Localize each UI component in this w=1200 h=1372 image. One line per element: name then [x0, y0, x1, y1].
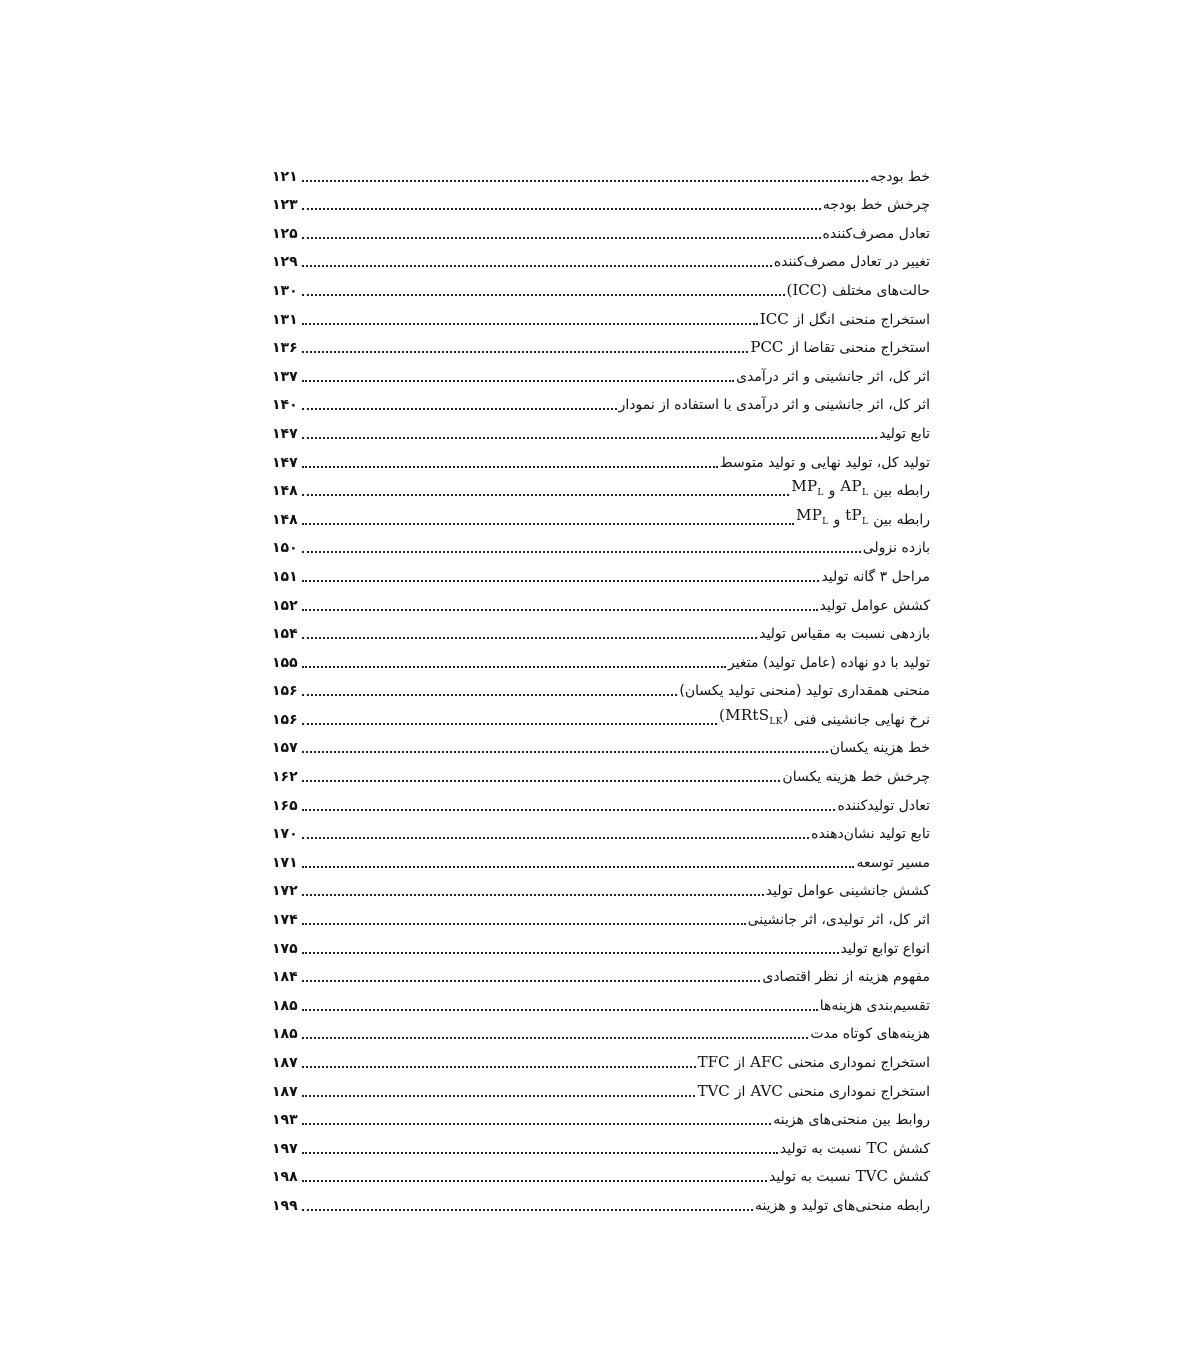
- math-symbol: [840, 479, 868, 498]
- toc-page-number: ۱۵۶: [272, 711, 298, 728]
- toc-entry-title: [679, 684, 930, 701]
- title-text: خط هزینه یکسان: [829, 740, 930, 757]
- toc-page-number: ۱۸۷: [272, 1083, 298, 1100]
- math-symbol-base: MP: [796, 505, 823, 524]
- toc-page-number: ۱۵۶: [272, 683, 298, 700]
- math-symbol-base: MP: [791, 477, 818, 496]
- table-of-contents: [272, 158, 930, 1216]
- toc-page-number: ۱۷۰: [272, 826, 298, 843]
- title-text: نسبت به تولید: [779, 1140, 862, 1157]
- title-text: تغییر در تعادل مصرف‌کننده: [773, 254, 930, 271]
- toc-entry[interactable]: [272, 587, 930, 616]
- dot-leader: [302, 380, 734, 382]
- toc-entry[interactable]: [272, 1044, 930, 1073]
- dot-leader: [302, 609, 818, 611]
- toc-entry-title: [736, 370, 930, 387]
- toc-page-number: ۱۴۷: [272, 454, 298, 471]
- toc-entry-title: [766, 884, 930, 901]
- toc-entry-title: [811, 827, 930, 844]
- dot-leader: [302, 1009, 818, 1011]
- toc-page-number: ۱۷۲: [272, 883, 298, 900]
- dot-leader: [302, 437, 877, 439]
- toc-entry-title: [750, 340, 930, 358]
- dot-leader: [302, 351, 748, 353]
- toc-page-number: ۱۲۹: [272, 254, 298, 271]
- dot-leader: [302, 265, 772, 267]
- title-text: تقسیم‌بندی هزینه‌ها: [819, 997, 930, 1014]
- title-text: تابع تولید نشان‌دهنده: [811, 826, 930, 843]
- toc-entry[interactable]: [272, 444, 930, 473]
- toc-entry[interactable]: [272, 873, 930, 902]
- toc-entry[interactable]: [272, 301, 930, 330]
- toc-entry[interactable]: [272, 701, 930, 730]
- toc-entry-title: [823, 198, 930, 215]
- title-text: رابطه بین: [873, 511, 930, 528]
- toc-entry-title: [879, 427, 930, 444]
- title-text: رابطه منحنی‌های تولید و هزینه: [754, 1197, 930, 1214]
- toc-entry[interactable]: [272, 330, 930, 359]
- toc-entry-title: [830, 741, 930, 758]
- toc-entry-title: [748, 913, 930, 930]
- math-symbol: [845, 505, 869, 527]
- toc-page-number: ۱۶۲: [272, 769, 298, 786]
- dot-leader: [302, 866, 854, 868]
- math-subscript: L: [817, 488, 824, 499]
- toc-entry[interactable]: [272, 473, 930, 502]
- toc-entry[interactable]: [272, 158, 930, 187]
- title-text: تعادل مصرف‌کننده: [822, 225, 930, 242]
- toc-entry[interactable]: [272, 187, 930, 216]
- dot-leader: [302, 1152, 778, 1154]
- title-text: رابطه بین: [873, 483, 930, 500]
- toc-entry-title: [728, 656, 930, 673]
- latin-term: ICC: [759, 309, 789, 328]
- title-text: بازدهی نسبت به مقیاس تولید: [759, 626, 930, 643]
- title-text: چرخش خط هزینه یکسان: [782, 769, 930, 786]
- math-symbol: [796, 505, 829, 527]
- toc-entry-title: [837, 799, 930, 816]
- toc-entry[interactable]: [272, 673, 930, 702]
- toc-entry[interactable]: [272, 1016, 930, 1045]
- toc-entry[interactable]: [272, 959, 930, 988]
- math-subscript: L: [822, 516, 829, 527]
- toc-page-number: ۱۳۱: [272, 311, 298, 328]
- toc-page-number: ۱۴۰: [272, 397, 298, 414]
- toc-entry[interactable]: [272, 644, 930, 673]
- toc-page-number: ۱۷۱: [272, 854, 298, 871]
- toc-entry-title: [863, 541, 930, 558]
- toc-entry-title: [769, 1169, 930, 1187]
- title-text: کشش: [892, 1169, 930, 1186]
- toc-entry[interactable]: [272, 272, 930, 301]
- toc-entry[interactable]: [272, 930, 930, 959]
- toc-page-number: ۱۲۳: [272, 197, 298, 214]
- dot-leader: [302, 666, 726, 668]
- title-text: کشش عوامل تولید: [819, 597, 930, 614]
- math-subscript: L: [861, 488, 869, 499]
- toc-entry-title: [759, 627, 930, 644]
- dot-leader: [302, 180, 868, 182]
- dot-leader: [302, 1037, 808, 1039]
- toc-entry[interactable]: [272, 1102, 930, 1131]
- toc-entry[interactable]: [272, 1073, 930, 1102]
- toc-entry[interactable]: [272, 244, 930, 273]
- title-text: و: [833, 511, 841, 528]
- toc-entry-title: [773, 1113, 930, 1130]
- title-text: اثر کل، اثر تولیدی، اثر جانشینی: [747, 912, 930, 929]
- dot-leader: [302, 780, 780, 782]
- toc-page-number: ۱۳۷: [272, 368, 298, 385]
- dot-leader: [302, 809, 835, 811]
- title-text: حالت‌های مختلف: [832, 282, 930, 299]
- math-symbol: [719, 705, 789, 727]
- dot-leader: [302, 723, 717, 725]
- toc-entry-title: [619, 398, 930, 415]
- toc-entry-title: [841, 942, 931, 959]
- toc-entry[interactable]: [272, 816, 930, 845]
- title-text: خط بودجه: [870, 168, 930, 185]
- toc-page-number: ۱۷۴: [272, 912, 298, 929]
- toc-page-number: ۱۷۵: [272, 940, 298, 957]
- toc-entry-title: [823, 227, 930, 244]
- toc-page-number: ۱۵۲: [272, 597, 298, 614]
- toc-entry-title: [782, 770, 930, 787]
- dot-leader: [302, 408, 617, 410]
- title-text: و: [828, 483, 836, 500]
- title-text: استخراج نموداری منحنی: [787, 1083, 930, 1100]
- toc-entry[interactable]: [272, 358, 930, 387]
- title-text: اثر کل، اثر جانشینی و اثر درآمدی با استفاده از نمودار: [618, 397, 930, 414]
- title-text: اثر کل، اثر جانشینی و اثر درآمدی: [736, 368, 930, 385]
- dot-leader: [302, 637, 757, 639]
- toc-entry-title: [762, 970, 930, 987]
- toc-page-number: ۱۴۸: [272, 511, 298, 528]
- toc-page-number: ۱۹۸: [272, 1169, 298, 1186]
- title-text: انواع توابع تولید: [840, 940, 930, 957]
- title-text: تولید با دو نهاده (عامل تولید) متغیر: [727, 654, 930, 671]
- toc-page-number: ۱۸۵: [272, 997, 298, 1014]
- toc-entry-title: [719, 705, 930, 730]
- title-text: مراحل ۳ گانه تولید: [821, 568, 930, 585]
- dot-leader: [302, 494, 789, 496]
- title-text: روابط بین منحنی‌های هزینه: [773, 1112, 930, 1129]
- title-text: تابع تولید: [879, 425, 930, 442]
- dot-leader: [302, 1066, 696, 1068]
- toc-entry[interactable]: [272, 501, 930, 530]
- toc-entry[interactable]: [272, 387, 930, 416]
- toc-page-number: ۱۹۹: [272, 1197, 298, 1214]
- toc-entry[interactable]: [272, 530, 930, 559]
- toc-entry-title: [698, 1055, 930, 1073]
- latin-term: AVC: [750, 1081, 783, 1100]
- toc-entry-title: [779, 1138, 930, 1159]
- latin-term: TFC: [697, 1053, 730, 1071]
- latin-term: TC: [866, 1138, 888, 1157]
- toc-entry[interactable]: [272, 616, 930, 645]
- dot-leader: [302, 952, 839, 954]
- toc-page-number: ۱۴۷: [272, 425, 298, 442]
- title-text: استخراج منحنی تقاضا از: [788, 340, 930, 357]
- title-text: از: [734, 1055, 746, 1071]
- dot-leader: [302, 1095, 695, 1097]
- dot-leader: [302, 580, 819, 582]
- title-text: منحنی همقداری تولید (منحنی تولید یکسان): [679, 683, 930, 700]
- toc-entry-title: [820, 999, 930, 1016]
- dot-leader: [302, 923, 746, 925]
- math-subscript: LK: [769, 716, 783, 727]
- title-text: کشش: [892, 1140, 930, 1157]
- toc-entry-title: [821, 570, 930, 587]
- toc-entry-title: [755, 1199, 930, 1216]
- title-text: استخراج منحنی انگل از: [793, 311, 930, 328]
- toc-entry-title: [759, 309, 930, 330]
- title-text: بازده نزولی: [862, 540, 930, 557]
- dot-leader: [302, 1209, 753, 1211]
- toc-page-number: ۱۹۷: [272, 1140, 298, 1157]
- title-text: استخراج نموداری منحنی: [787, 1055, 930, 1071]
- toc-entry-title: [720, 456, 930, 473]
- toc-page-number: ۱۵۱: [272, 568, 298, 585]
- toc-entry-title: [697, 1081, 930, 1102]
- toc-page-number: ۱۵۵: [272, 654, 298, 671]
- toc-entry[interactable]: [272, 730, 930, 759]
- latin-term: (ICC): [786, 280, 828, 299]
- toc-entry[interactable]: [272, 415, 930, 444]
- toc-entry-title: [820, 599, 930, 616]
- title-text: از: [734, 1083, 746, 1100]
- dot-leader: [302, 323, 758, 325]
- toc-entry-title: [796, 505, 930, 530]
- toc-entry-title: [774, 255, 930, 272]
- math-symbol: [791, 479, 823, 498]
- toc-entry-title: [810, 1027, 930, 1044]
- math-symbol-base: tP: [845, 505, 862, 524]
- toc-entry[interactable]: [272, 844, 930, 873]
- title-text: مسیر توسعه: [856, 854, 930, 871]
- toc-entry-title: [786, 280, 930, 301]
- dot-leader: [302, 1123, 771, 1125]
- toc-entry[interactable]: [272, 215, 930, 244]
- toc-entry[interactable]: [272, 1187, 930, 1216]
- dot-leader: [302, 894, 764, 896]
- toc-page-number: ۱۹۳: [272, 1112, 298, 1129]
- toc-entry[interactable]: [272, 987, 930, 1016]
- toc-entry[interactable]: [272, 787, 930, 816]
- toc-entry[interactable]: [272, 758, 930, 787]
- toc-page-number: ۱۳۰: [272, 282, 298, 299]
- toc-entry[interactable]: [272, 558, 930, 587]
- toc-page-number: ۱۲۵: [272, 225, 298, 242]
- dot-leader: [302, 837, 809, 839]
- toc-entry-title: [856, 856, 930, 873]
- toc-entry-title: [791, 479, 930, 501]
- title-text: تولید کل، تولید نهایی و تولید متوسط: [719, 454, 930, 471]
- toc-entry-title: [870, 170, 930, 187]
- dot-leader: [302, 694, 677, 696]
- dot-leader: [302, 523, 794, 525]
- toc-page-number: ۱۵۰: [272, 540, 298, 557]
- latin-term: AFC: [750, 1053, 783, 1071]
- toc-page-number: ۱۳۶: [272, 340, 298, 357]
- dot-leader: [302, 551, 861, 553]
- math-symbol-base: AP: [840, 477, 862, 496]
- dot-leader: [302, 751, 828, 753]
- title-text: نرخ نهایی جانشینی فنی: [793, 711, 930, 728]
- dot-leader: [302, 237, 821, 239]
- toc-page-number: ۱۲۱: [272, 168, 298, 185]
- toc-entry[interactable]: [272, 1130, 930, 1159]
- dot-leader: [302, 208, 821, 210]
- toc-page-number: ۱۸۵: [272, 1026, 298, 1043]
- latin-term: TVC: [855, 1167, 888, 1186]
- math-subscript: L: [861, 516, 869, 527]
- toc-page-number: ۱۸۷: [272, 1055, 298, 1071]
- title-text: هزینه‌های کوتاه مدت: [810, 1026, 930, 1043]
- math-symbol-base: (MRtS: [719, 705, 770, 724]
- math-closing: ): [782, 705, 789, 724]
- toc-entry[interactable]: [272, 901, 930, 930]
- title-text: مفهوم هزینه از نظر اقتصادی: [762, 969, 930, 986]
- toc-page-number: ۱۸۴: [272, 969, 298, 986]
- toc-page-number: ۱۵۷: [272, 740, 298, 757]
- toc-page-number: ۱۶۵: [272, 797, 298, 814]
- dot-leader: [302, 1180, 767, 1182]
- latin-term: TVC: [697, 1081, 730, 1100]
- title-text: نسبت به تولید: [769, 1169, 851, 1186]
- latin-term: PCC: [750, 338, 784, 357]
- dot-leader: [302, 294, 785, 296]
- title-text: کشش جانشینی عوامل تولید: [765, 883, 930, 900]
- dot-leader: [302, 466, 718, 468]
- title-text: چرخش خط بودجه: [822, 197, 930, 214]
- title-text: تعادل تولیدکننده: [837, 797, 930, 814]
- dot-leader: [302, 980, 760, 982]
- toc-page-number: ۱۵۴: [272, 626, 298, 643]
- toc-page-number: ۱۴۸: [272, 483, 298, 500]
- toc-entry[interactable]: [272, 1159, 930, 1188]
